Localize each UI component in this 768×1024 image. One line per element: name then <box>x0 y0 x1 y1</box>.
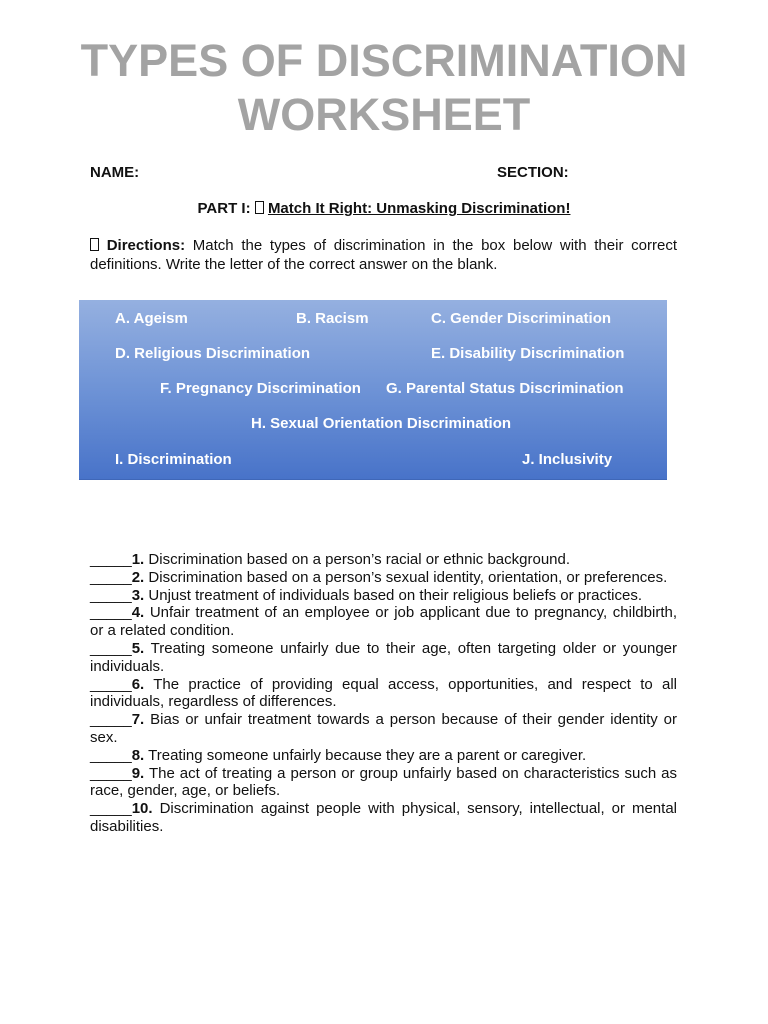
answer-blank[interactable]: _____ <box>90 764 132 782</box>
choice-i: I. Discrimination <box>115 451 232 468</box>
answer-blank[interactable]: _____ <box>90 675 132 693</box>
question-item <box>90 587 677 605</box>
question-text: Discrimination based on a person’s sexual identity, orientation, or preferences. <box>148 568 668 586</box>
question-text: Treating someone unfairly due to their age, often targeting older or younger individuals. <box>90 639 678 675</box>
question-number: 7. <box>131 711 145 729</box>
question-text: Unjust treatment of individuals based on their religious beliefs or practices. <box>148 586 642 604</box>
directions <box>90 236 677 274</box>
question-number: 2. <box>131 568 145 586</box>
question-list <box>90 551 677 836</box>
choice-h: H. Sexual Orientation Discrimination <box>251 415 512 432</box>
question-number: 9. <box>131 764 145 782</box>
question-item <box>90 676 677 712</box>
answer-blank[interactable]: _____ <box>90 711 132 729</box>
missing-glyph-icon <box>255 201 264 214</box>
choice-c: C. Gender Discrimination <box>431 310 612 327</box>
choice-f: F. Pregnancy Discrimination <box>160 380 361 397</box>
question-number: 3. <box>131 586 145 604</box>
part-title: Match It Right: Unmasking Discrimination! <box>267 200 571 217</box>
choice-b: B. Racism <box>296 310 369 327</box>
choice-j: J. Inclusivity <box>522 451 613 468</box>
worksheet-title-line-2: WORKSHEET <box>237 89 531 140</box>
question-item <box>90 569 677 587</box>
question-number: 4. <box>131 604 145 622</box>
answer-blank[interactable]: _____ <box>90 586 132 604</box>
answer-blank[interactable]: _____ <box>90 800 132 818</box>
question-item <box>90 711 677 747</box>
choice-d: D. Religious Discrimination <box>115 345 311 362</box>
missing-glyph-icon <box>90 238 99 251</box>
question-item <box>90 765 677 801</box>
question-item <box>90 800 677 836</box>
answer-blank[interactable]: _____ <box>90 604 132 622</box>
worksheet-title <box>0 34 768 142</box>
directions-label: Directions: <box>106 237 186 254</box>
answer-blank[interactable]: _____ <box>90 639 132 657</box>
question-item <box>90 604 677 640</box>
question-text: The act of treating a person or group unfairly based on characteristics such as race, gender, age, or beliefs. <box>90 764 678 800</box>
answer-choices-box <box>79 300 667 480</box>
question-text: Discrimination against people with physical, sensory, intellectual, or mental disabilities. <box>90 800 677 835</box>
directions-text: Match the types of discrimination in the box below with their correct definitions. Write the letter of the correct answer on the blank. <box>90 237 678 273</box>
question-number: 1. <box>131 551 145 568</box>
question-text: The practice of providing equal access, opportunities, and respect to all individuals, regardless of differences. <box>90 675 677 711</box>
question-item <box>90 640 677 676</box>
name-label: NAME: <box>90 164 140 181</box>
choice-e: E. Disability Discrimination <box>431 345 625 362</box>
question-number: 8. <box>131 746 145 764</box>
question-item <box>90 747 677 765</box>
question-text: Discrimination based on a person’s racial or ethnic background. <box>148 551 571 568</box>
question-number: 5. <box>131 639 145 657</box>
question-text: Bias or unfair treatment towards a person because of their gender identity or sex. <box>90 711 677 746</box>
question-text: Unfair treatment of an employee or job applicant due to pregnancy, childbirth, or a related condition. <box>90 604 677 640</box>
answer-blank[interactable]: _____ <box>90 551 132 568</box>
choice-g: G. Parental Status Discrimination <box>386 380 624 397</box>
question-number: 6. <box>131 675 145 693</box>
section-label: SECTION: <box>497 164 569 181</box>
question-number: 10. <box>131 800 153 818</box>
choice-a: A. Ageism <box>115 310 188 327</box>
answer-blank[interactable]: _____ <box>90 746 132 764</box>
question-item <box>90 551 677 569</box>
question-text: Treating someone unfairly because they are a parent or caregiver. <box>148 746 587 764</box>
worksheet-title-line-1: TYPES OF DISCRIMINATION <box>80 35 688 86</box>
part-prefix: PART I: <box>197 200 251 217</box>
answer-blank[interactable]: _____ <box>90 568 132 586</box>
part-heading <box>0 200 768 218</box>
